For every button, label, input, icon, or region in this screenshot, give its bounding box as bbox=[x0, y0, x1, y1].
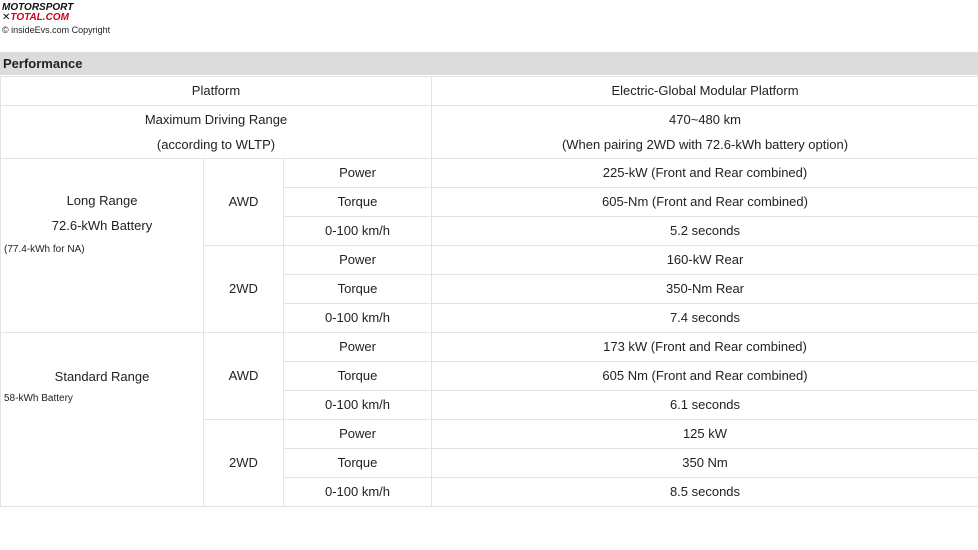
group-title-line1: Long Range bbox=[66, 192, 138, 208]
drive-2wd: 2WD bbox=[204, 420, 284, 507]
metric-label: Power bbox=[284, 333, 432, 362]
drive-2wd: 2WD bbox=[204, 246, 284, 333]
logo-top-text: MOTORSPORT bbox=[2, 2, 74, 13]
metric-label: Torque bbox=[284, 275, 432, 304]
group-standard-range bbox=[1, 333, 204, 507]
table-row-platform bbox=[1, 77, 978, 106]
group-note: 58-kWh Battery bbox=[4, 392, 73, 404]
metric-value: 350 Nm bbox=[432, 449, 978, 478]
table-row-range bbox=[1, 106, 978, 159]
performance-spec-table bbox=[0, 76, 978, 507]
metric-label: Torque bbox=[284, 449, 432, 478]
metric-label: Power bbox=[284, 420, 432, 449]
table-row bbox=[1, 159, 978, 188]
metric-label: Power bbox=[284, 246, 432, 275]
section-header-performance: Performance bbox=[0, 52, 978, 75]
metric-value: 8.5 seconds bbox=[432, 478, 978, 507]
metric-value: 350-Nm Rear bbox=[432, 275, 978, 304]
metric-value: 7.4 seconds bbox=[432, 304, 978, 333]
metric-label: 0-100 km/h bbox=[284, 391, 432, 420]
group-title-line2: 72.6-kWh Battery bbox=[51, 217, 153, 233]
range-label-line1: Maximum Driving Range bbox=[144, 112, 288, 127]
copyright-text: © insideEvs.com Copyright bbox=[2, 25, 111, 35]
range-label-cell bbox=[1, 106, 432, 159]
motorsport-logo bbox=[2, 3, 73, 23]
metric-label: 0-100 km/h bbox=[284, 217, 432, 246]
drive-awd: AWD bbox=[204, 333, 284, 420]
range-value-line1: 470~480 km bbox=[669, 112, 741, 127]
metric-value: 6.1 seconds bbox=[432, 391, 978, 420]
metric-value: 160-kW Rear bbox=[432, 246, 978, 275]
logo-bottom-text: TOTAL.COM bbox=[10, 12, 69, 23]
table-row bbox=[1, 333, 978, 362]
metric-value: 605-Nm (Front and Rear combined) bbox=[432, 188, 978, 217]
group-long-range bbox=[1, 159, 204, 333]
range-label-line2: (according to WLTP) bbox=[156, 137, 276, 152]
metric-label: Torque bbox=[284, 188, 432, 217]
metric-value: 5.2 seconds bbox=[432, 217, 978, 246]
metric-label: 0-100 km/h bbox=[284, 304, 432, 333]
platform-label: Platform bbox=[1, 77, 432, 106]
metric-label: 0-100 km/h bbox=[284, 478, 432, 507]
metric-value: 605 Nm (Front and Rear combined) bbox=[432, 362, 978, 391]
range-value-cell bbox=[432, 106, 978, 159]
platform-value: Electric-Global Modular Platform bbox=[432, 77, 978, 106]
logo-x-icon: ✕ bbox=[2, 12, 11, 23]
group-title-line1: Standard Range bbox=[54, 368, 150, 384]
metric-value: 225-kW (Front and Rear combined) bbox=[432, 159, 978, 188]
metric-label: Torque bbox=[284, 362, 432, 391]
group-note: (77.4-kWh for NA) bbox=[4, 243, 85, 255]
range-value-line2: (When pairing 2WD with 72.6-kWh battery option) bbox=[561, 137, 849, 152]
metric-label: Power bbox=[284, 159, 432, 188]
metric-value: 125 kW bbox=[432, 420, 978, 449]
logo-bottom bbox=[2, 13, 73, 23]
metric-value: 173 kW (Front and Rear combined) bbox=[432, 333, 978, 362]
drive-awd: AWD bbox=[204, 159, 284, 246]
